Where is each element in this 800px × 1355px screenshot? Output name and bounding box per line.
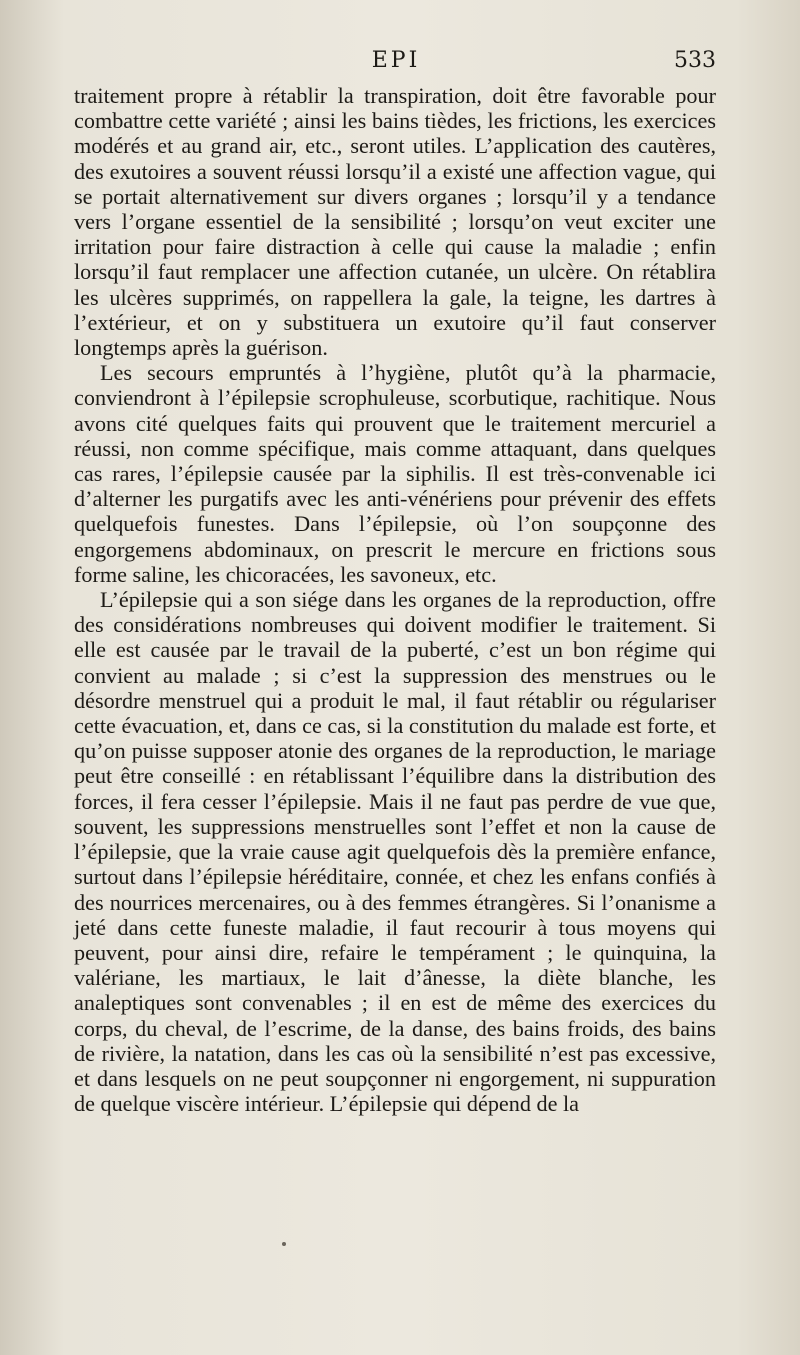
- paragraph-treatment-continuation: traitement propre à rétablir la transpiration, doit être favorable pour combattre cette variété ; ainsi les bains tièdes, les frictions, les exercices modérés et au grand air, etc., seront utiles. L’application des cautères, des exutoires a souvent réussi lorsqu’il a existé une affection vague, qui se portait alternativement sur divers organes ; lorsqu’il y a tendance vers l’organe essentiel de la sensibilité ; lorsqu’on veut exciter une irritation pour faire distraction à celle qui cause la maladie ; enfin lorsqu’il faut remplacer une affection cutanée, un ulcère. On rétablira les ulcères supprimés, on rappellera la gale, la teigne, les dartres à l’extérieur, et on y substituera un exutoire qu’il faut conserver longtemps après la guérison.: [74, 83, 716, 361]
- ink-speck: [282, 1242, 286, 1246]
- running-head: [76, 46, 716, 76]
- page-number: 533: [674, 48, 716, 73]
- body-text: [74, 83, 716, 1116]
- running-head-title: EPI: [371, 48, 421, 73]
- paragraph-hygiene-remedies: Les secours empruntés à l’hygiène, plutôt qu’à la pharmacie, conviendront à l’épilepsie scrophuleuse, scorbutique, rachitique. Nous avons cité quelques faits qui prouvent que le traitement mercuriel a réussi, non comme spécifique, mais comme attaquant, dans quelques cas rares, l’épilepsie causée par la siphilis. Il est très-convenable ici d’alterner les purgatifs avec les anti-vénériens pour prévenir des effets quelquefois funestes. Dans l’épilepsie, où l’on soupçonne des engorgemens abdominaux, on prescrit le mercure en frictions sous forme saline, les chicoracées, les savoneux, etc.: [74, 360, 716, 587]
- paragraph-reproductive-epilepsy: L’épilepsie qui a son siége dans les organes de la reproduction, offre des considérations nombreuses qui doivent modifier le traitement. Si elle est causée par le travail de la puberté, c’est un bon régime qui convient au malade ; si c’est la suppression des menstrues ou le désordre menstruel qui a produit le mal, il faut rétablir ou régulariser cette évacuation, et, dans ce cas, si la constitution du malade est forte, et qu’on puisse supposer atonie des organes de la reproduction, le mariage peut être conseillé : en rétablissant l’équilibre dans la distribution des forces, il fera cesser l’épilepsie. Mais il ne faut pas perdre de vue que, souvent, les suppressions menstruelles sont l’effet et non la cause de l’épilepsie, que la vraie cause agit quelquefois dès la première enfance, surtout dans l’épilepsie héréditaire, connée, et chez les enfans confiés à des nourrices mercenaires, ou à des femmes étrangères. Si l’onanisme a jeté dans cette funeste maladie, il faut recourir à tous moyens qui peuvent, pour ainsi dire, refaire le tempérament ; le quinquina, la valériane, les martiaux, le lait d’ânesse, la diète blanche, les analeptiques sont convenables ; il en est de même des exercices du corps, du cheval, de l’escrime, de la danse, des bains froids, des bains de rivière, la natation, dans les cas où la sensibilité n’est pas excessive, et dans lesquels on ne peut soupçonner ni engorgement, ni suppuration de quelque viscère intérieur. L’épilepsie qui dépend de la: [74, 587, 716, 1117]
